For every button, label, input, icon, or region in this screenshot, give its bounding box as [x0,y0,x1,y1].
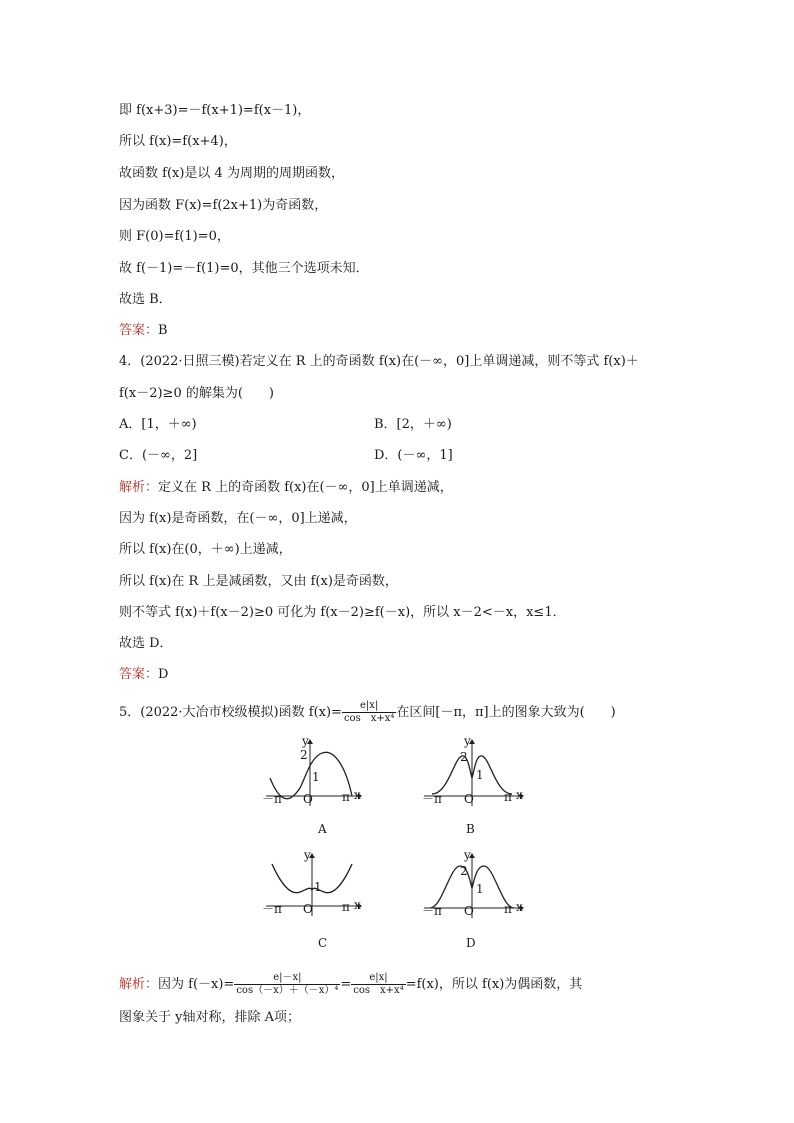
text-line: 因为函数 F(x)=f(2x+1)为奇函数， [119,198,328,213]
numerator: e|－x| [234,972,340,985]
solution-text: =f(x)，所以 f(x)为偶函数，其 [405,977,583,992]
graph-a [262,734,362,808]
fraction [342,700,396,725]
q5-suffix: 在区间[－π，π]上的图象大致为( ) [396,705,616,720]
y-axis-label: y [304,848,311,862]
q5-prefix: 5．(2022·大冶市校级模拟)函数 f(x)= [119,705,342,720]
y-axis-label: y [464,734,471,748]
denominator: cos x+x⁴ [353,985,404,996]
numerator: e|x| [342,700,396,713]
graph-c [262,848,362,918]
fraction [234,972,340,997]
answer-label: 答案： [119,667,159,682]
solution-line: 则不等式 f(x)＋f(x－2)≥0 可化为 f(x－2)≥f(－x)，所以 x－2<－x，x≤1． [119,605,566,620]
solution-label: 解析： [119,977,159,992]
tick-label: －π [262,792,282,806]
graph-a-letter: A [318,822,327,836]
x-axis-label: x [516,788,523,802]
equals: = [340,977,352,992]
tick-label: 2 [460,864,468,878]
tick-label: 1 [312,770,320,784]
numerator: e|x| [351,972,405,985]
y-axis-label: y [464,848,471,862]
text-line: 故 f(－1)=－f(1)=0，其他三个选项未知． [119,261,369,276]
option-c: C．(－∞，2] [119,448,198,463]
tick-label: －π [422,792,442,806]
option-a: A．[1，＋∞) [119,417,197,432]
tick-label: 1 [476,768,484,782]
text-line: 则 F(0)=f(1)=0， [119,229,230,244]
text-line: 故函数 f(x)是以 4 为周期的周期函数， [119,166,344,181]
origin-label: O [303,792,313,806]
denominator: cos（－x）＋（－x）⁴ [236,985,339,996]
tick-label: 1 [314,880,322,894]
tick-label: 2 [300,748,308,762]
fraction [351,972,405,997]
text-line: 故选 B． [119,292,172,307]
answer-value: B [158,323,168,338]
origin-label: O [464,792,474,806]
answer-label: 答案： [119,323,159,338]
answer-line [119,667,168,683]
solution-label: 解析： [119,480,159,495]
origin-label: O [464,904,474,918]
text-line: 即 f(x+3)=－f(x+1)=f(x－1)， [119,103,311,118]
solution-line: 所以 f(x)在 R 上是减函数，又由 f(x)是奇函数， [119,574,398,589]
question-4-stem-cont: f(x－2)≥0 的解集为( ) [119,386,274,401]
solution-line: 图象关于 y轴对称，排除 A项； [119,1010,300,1025]
tick-label: 2 [460,750,468,764]
denominator: cos x+x⁴ [343,713,395,724]
option-b: B．[2，＋∞) [374,417,452,432]
question-4-stem: 4．(2022·日照三模)若定义在 R 上的奇函数 f(x)在(－∞，0]上单调递减，则不等式 f(x)＋ [119,354,639,369]
graph-d [420,848,524,920]
solution-line: 故选 D． [119,636,173,651]
solution-text: 定义在 R 上的奇函数 f(x)在(－∞，0]上单调递减， [158,480,453,495]
solution-line [119,480,453,496]
solution-line [119,972,582,997]
solution-line: 因为 f(x)是奇函数，在(－∞，0]上递减， [119,511,357,526]
x-axis-label: x [516,900,523,914]
tick-label: π [504,790,512,804]
origin-label: O [303,902,313,916]
text-line: 所以 f(x)=f(x+4)， [119,134,237,149]
graph-d-letter: D [466,936,476,950]
answer-value: D [158,667,169,682]
x-axis-label: x [354,898,361,912]
answer-line [119,323,168,339]
tick-label: －π [422,904,442,918]
tick-label: －π [262,902,282,916]
solution-line: 所以 f(x)在(0，＋∞)上递减， [119,542,292,557]
x-axis-label: x [354,788,361,802]
tick-label: 1 [476,882,484,896]
solution-text: 因为 f(－x)= [158,977,235,992]
tick-label: π [342,790,350,804]
question-5-stem [119,700,616,725]
y-axis-label: y [302,734,309,748]
graph-c-letter: C [318,936,328,950]
tick-label: π [342,900,350,914]
graph-b-letter: B [466,822,475,836]
tick-label: π [504,902,512,916]
graph-b [420,734,524,808]
option-d: D．(－∞，1] [374,448,453,463]
